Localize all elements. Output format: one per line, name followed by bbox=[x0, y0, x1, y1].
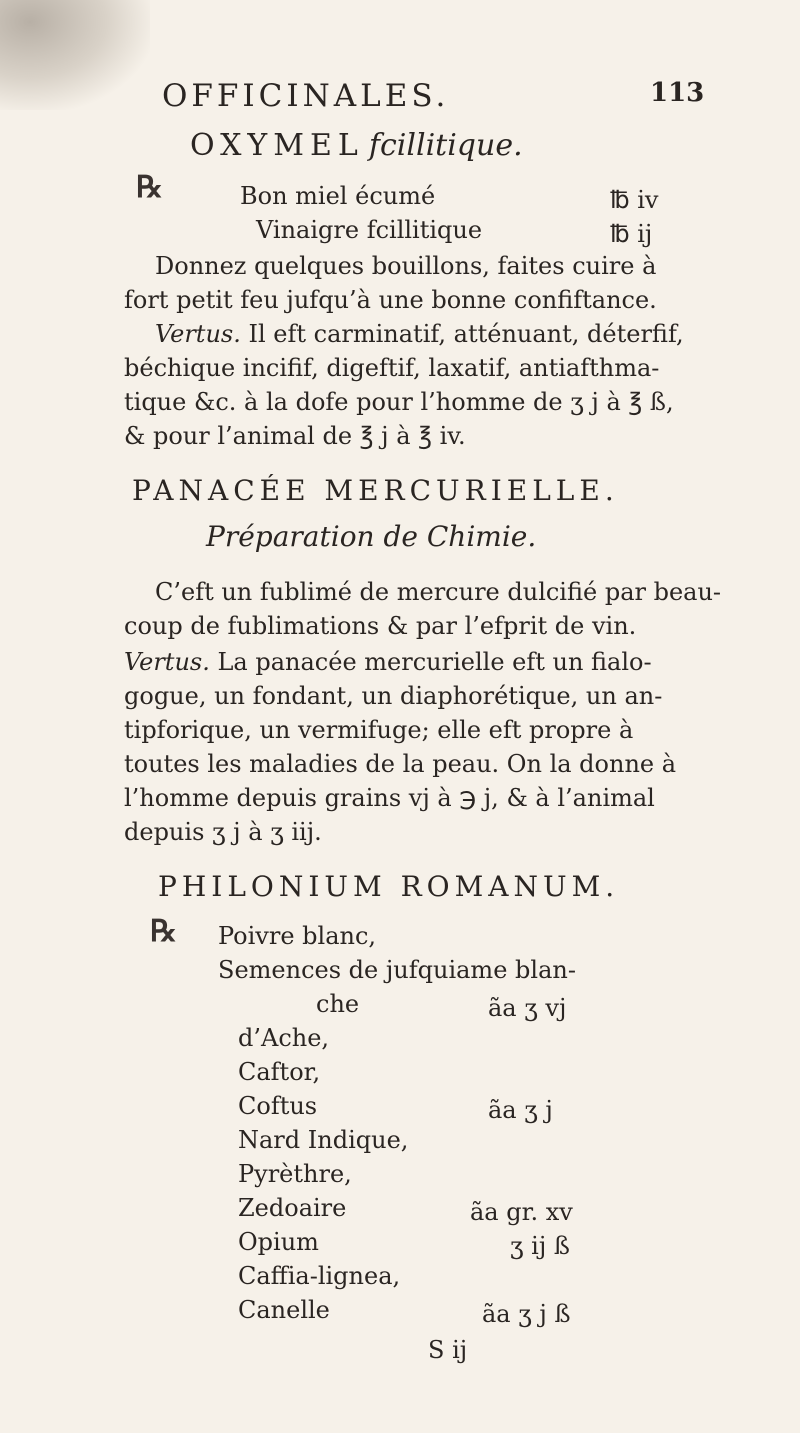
running-title: OFFICINALES. bbox=[162, 78, 450, 114]
panacee-subtitle: Préparation de Chimie. bbox=[206, 520, 537, 553]
ingredient-name: Canelle bbox=[238, 1296, 330, 1324]
ingredient-name: Caffia-lignea, bbox=[238, 1262, 401, 1290]
ingredient-name: Zedoaire bbox=[238, 1194, 347, 1222]
vertus-text: Il eft carminatif, atténuant, déterfif, bbox=[240, 320, 684, 348]
philonium-title: PHILONIUM ROMANUM. bbox=[158, 870, 620, 903]
recipe-icon: ℞ bbox=[136, 170, 163, 205]
ingredient-name: Opium bbox=[238, 1228, 319, 1256]
vertus-line: gogue, un fondant, un diaphorétique, un an- bbox=[124, 682, 663, 710]
ingredient-qty: ãa ʒ j ß bbox=[482, 1300, 571, 1328]
panacee-title: PANACÉE MERCURIELLE. bbox=[132, 474, 619, 507]
ingredient-name: Pyrèthre, bbox=[238, 1160, 352, 1188]
ingredient-name: che bbox=[316, 990, 360, 1018]
vertus-line: tique &c. à la dofe pour l’homme de ʒ j à ℥ ß, bbox=[124, 388, 674, 416]
vertus-line: béchique incifif, digeftif, laxatif, antiafthma- bbox=[124, 354, 660, 382]
ingredient-name: d’Ache, bbox=[238, 1024, 330, 1052]
intro-line: C’eft un fublimé de mercure dulcifié par beau- bbox=[155, 578, 722, 606]
intro-line: coup de fublimations & par l’efprit de vin. bbox=[124, 612, 637, 640]
ingredient-name: Poivre blanc, bbox=[218, 922, 377, 950]
vertus-line: & pour l’animal de ℥ j à ℥ iv. bbox=[124, 422, 466, 450]
signature-mark: S ij bbox=[428, 1336, 468, 1364]
ingredient-name: Caftor, bbox=[238, 1058, 321, 1086]
instruction-line: fort petit feu jufqu’à une bonne confiftance. bbox=[124, 286, 657, 314]
vertus-label: Vertus. bbox=[124, 648, 210, 676]
vertus-line bbox=[155, 320, 684, 348]
oxymel-title-caps: OXYMEL bbox=[190, 128, 364, 163]
page-number: 113 bbox=[650, 78, 705, 108]
ingredient-name: Coftus bbox=[238, 1092, 318, 1120]
ingredient-qty: ãa ʒ j bbox=[488, 1096, 553, 1124]
oxymel-title bbox=[190, 128, 523, 163]
recipe-icon: ℞ bbox=[150, 914, 177, 949]
ingredient-qty: ãa gr. xv bbox=[470, 1198, 573, 1226]
ingredient-name: Nard Indique, bbox=[238, 1126, 409, 1154]
vertus-label: Vertus. bbox=[155, 320, 241, 348]
ingredient-qty: ℔ ij bbox=[610, 220, 653, 248]
vertus-line: toutes les maladies de la peau. On la donne à bbox=[124, 750, 677, 778]
page-stain bbox=[0, 0, 150, 110]
ingredient-name: Bon miel écumé bbox=[240, 182, 436, 210]
vertus-line bbox=[124, 648, 652, 676]
vertus-line: tipforique, un vermifuge; elle eft propre à bbox=[124, 716, 634, 744]
ingredient-qty: ʒ ij ß bbox=[510, 1232, 570, 1260]
instruction-line: Donnez quelques bouillons, faites cuire à bbox=[155, 252, 657, 280]
vertus-line: depuis ʒ j à ʒ iij. bbox=[124, 818, 322, 846]
ingredient-qty: ãa ʒ vj bbox=[488, 994, 567, 1022]
ingredient-name: Vinaigre fcillitique bbox=[256, 216, 483, 244]
oxymel-title-italic: fcillitique. bbox=[368, 128, 523, 163]
vertus-line: l’homme depuis grains vj à ℈ j, & à l’animal bbox=[124, 784, 655, 812]
ingredient-qty: ℔ iv bbox=[610, 186, 659, 214]
vertus-text: La panacée mercurielle eft un fialo- bbox=[209, 648, 652, 676]
ingredient-name: Semences de jufquiame blan- bbox=[218, 956, 576, 984]
